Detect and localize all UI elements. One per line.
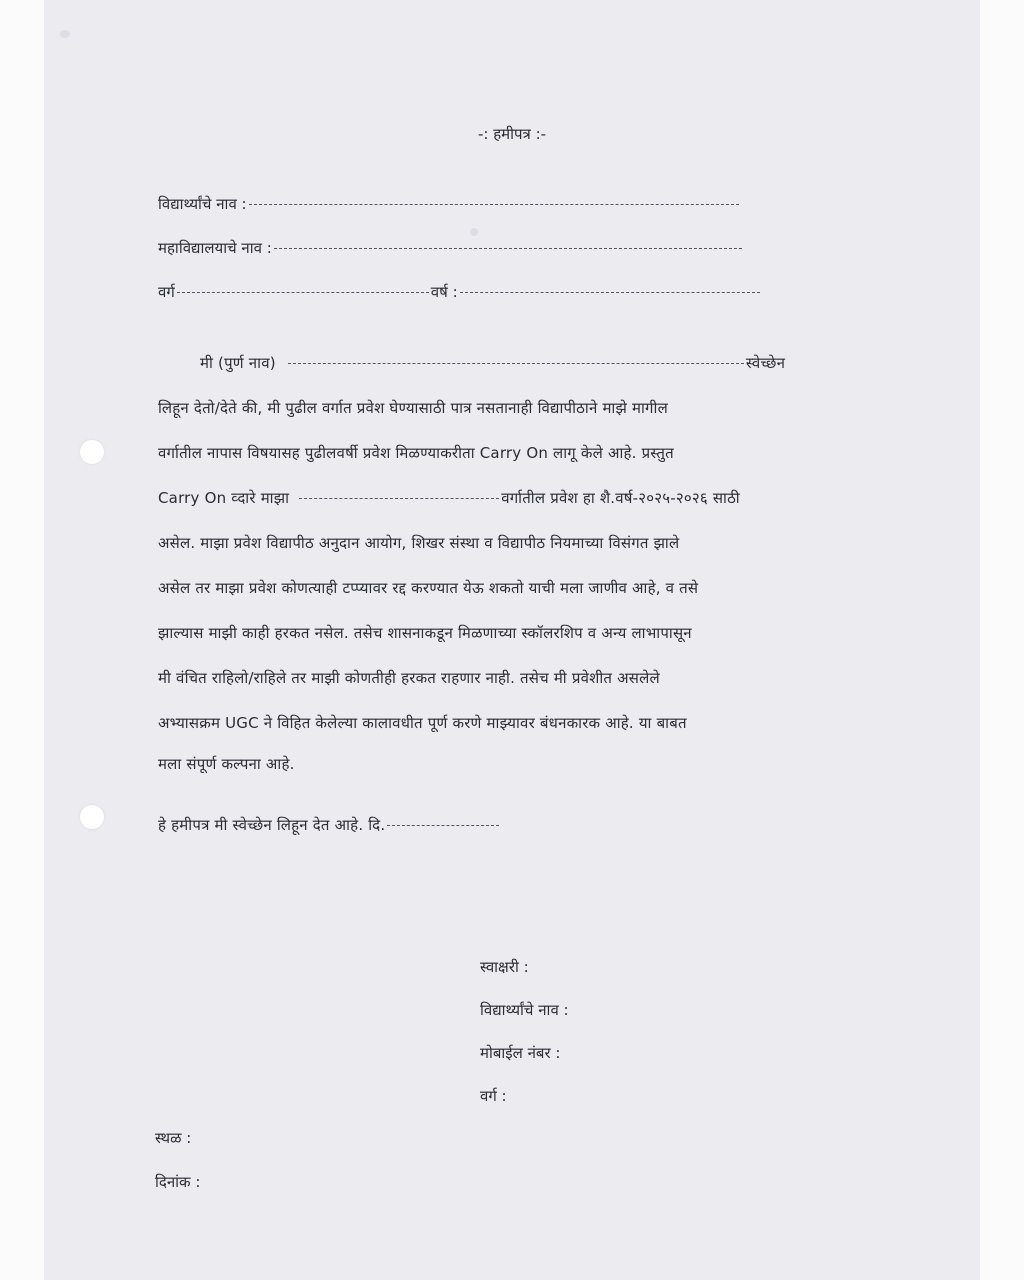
fill-line	[288, 363, 744, 364]
body-line-5: असेल. माझा प्रवेश विद्यापीठ अनुदान आयोग, शिखर संस्था व विद्यापीठ नियमाच्या विसंगत झाले	[158, 534, 680, 552]
declaration-line: हे हमीपत्र मी स्वेच्छेन लिहून देत आहे. दि.	[158, 815, 501, 835]
punch-hole	[80, 440, 104, 464]
class-label: वर्ग	[158, 283, 175, 301]
body-line-3: वर्गातील नापास विषयासह पुढीलवर्षी प्रवेश मिळण्याकरीता Carry On लागू केले आहे. प्रस्तुत	[158, 444, 674, 462]
student-name-label: विद्यार्थ्यांचे नाव :	[158, 195, 247, 213]
fill-line	[249, 204, 739, 205]
college-name-field	[158, 238, 744, 258]
fill-line	[274, 248, 742, 249]
fill-line	[299, 498, 499, 499]
body-line-9: अभ्यासक्रम UGC ने विहित केलेल्या कालावधीत पूर्ण करणे माझ्यावर बंधनकारक आहे. या बाबत	[158, 714, 687, 732]
punch-hole	[80, 805, 104, 829]
page-margin-right	[980, 0, 1024, 1280]
date-label: दिनांक :	[155, 1173, 201, 1191]
scan-speck	[470, 228, 478, 236]
body-line-8: मी वंचित राहिलो/राहिले तर माझी कोणतीही हरकत राहणार नाही. तसेच मी प्रवेशीत असलेले	[158, 669, 660, 687]
document-title: -: हमीपत्र :-	[477, 125, 547, 143]
student-name-field	[158, 194, 741, 214]
fill-line	[460, 292, 760, 293]
body-line-10: मला संपूर्ण कल्पना आहे.	[158, 755, 295, 773]
signature-class-label: वर्ग :	[480, 1087, 507, 1105]
college-name-label: महाविद्यालयाचे नाव :	[158, 239, 272, 257]
body-line-1: मी (पुर्ण नाव) स्वेच्छेन	[200, 354, 786, 372]
signature-label: स्वाक्षरी :	[480, 958, 529, 976]
body-line-4: Carry On व्दारे माझा वर्गातील प्रवेश हा शै.वर्ष-२०२५-२०२६ साठी	[158, 489, 740, 507]
scan-speck	[60, 30, 70, 38]
body-line-6: असेल तर माझा प्रवेश कोणत्याही टप्प्यावर रद्द करण्यात येऊ शकतो याची मला जाणीव आहे, व तसे	[158, 579, 699, 597]
place-label: स्थळ :	[155, 1129, 192, 1147]
body-line-7: झाल्यास माझी काही हरकत नसेल. तसेच शासनाकडून मिळणाच्या स्कॉलरशिप व अन्य लाभापासून	[158, 624, 692, 642]
mobile-number-label: मोबाईल नंबर :	[480, 1044, 561, 1062]
fill-line	[177, 292, 429, 293]
year-label: वर्ष :	[430, 283, 458, 301]
page-margin-left	[0, 0, 44, 1280]
body-line-2: लिहून देतो/देते की, मी पुढील वर्गात प्रवेश घेण्यासाठी पात्र नसतानाही विद्यापीठाने माझे मागील	[158, 399, 668, 417]
class-year-field	[158, 282, 762, 302]
signature-student-name-label: विद्यार्थ्यांचे नाव :	[480, 1001, 569, 1019]
date-fill-line	[387, 825, 499, 826]
